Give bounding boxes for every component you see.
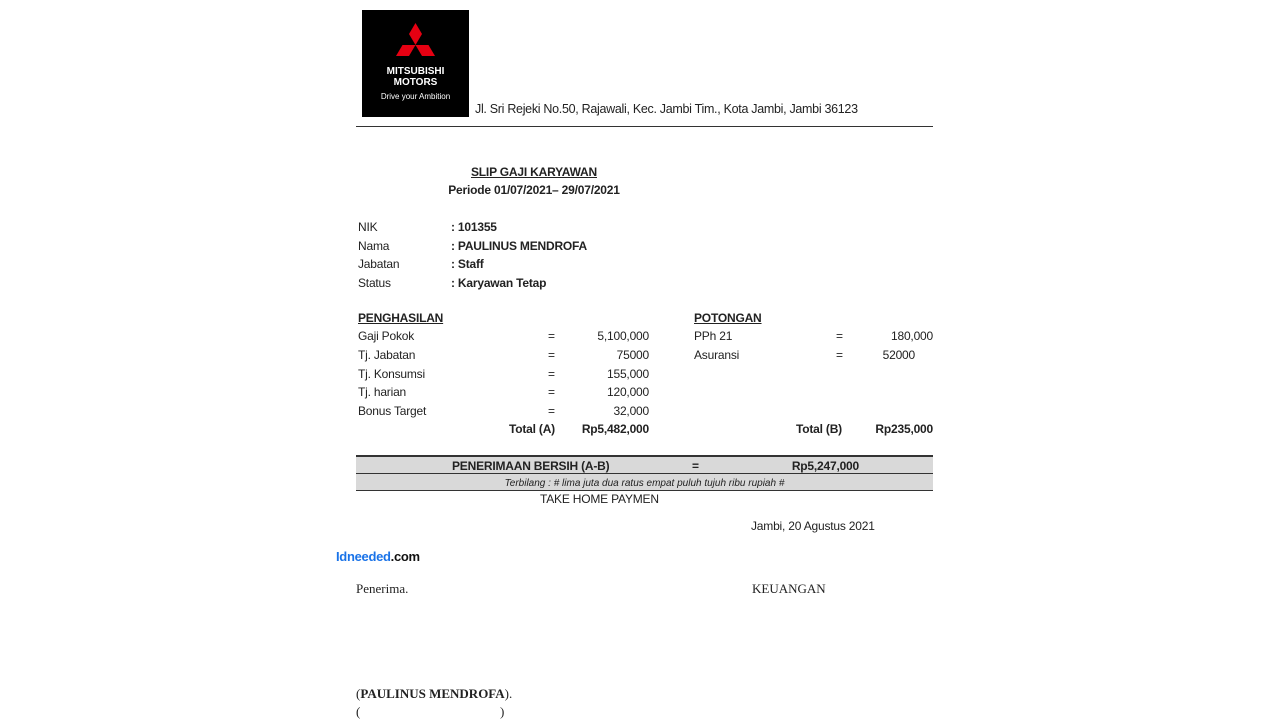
- income-item-eq: =: [548, 367, 555, 381]
- slip-title: SLIP GAJI KARYAWAN: [471, 165, 597, 179]
- blank-signature-open: (: [356, 704, 361, 719]
- income-item-label: Tj. Konsumsi: [358, 367, 425, 381]
- income-item-label: Gaji Pokok: [358, 329, 415, 343]
- company-logo: [362, 10, 469, 117]
- net-pay-value: Rp5,247,000: [791, 459, 859, 473]
- income-item-amount: 120,000: [607, 385, 649, 399]
- income-item-amount: 75000: [616, 348, 649, 362]
- deduction-item-eq: =: [836, 348, 843, 362]
- logo-brand-line2: MOTORS: [393, 77, 438, 88]
- deductions-total-label: Total (B): [796, 422, 842, 436]
- deduction-item-amount: 52000: [882, 348, 915, 362]
- income-item-eq: =: [548, 404, 555, 418]
- income-item-amount: 155,000: [607, 367, 649, 381]
- income-total-value: Rp5,482,000: [581, 422, 649, 436]
- income-total-label: Total (A): [509, 422, 555, 436]
- employee-status-label: Status: [358, 276, 391, 290]
- mitsubishi-diamonds-icon: [395, 23, 436, 63]
- net-pay-eq: =: [692, 459, 699, 473]
- watermark-domain: .com: [390, 549, 420, 564]
- deductions-total-value: Rp235,000: [875, 422, 933, 436]
- employee-nik-label: NIK: [358, 220, 378, 234]
- slip-period: Periode 01/07/2021– 29/07/2021: [448, 183, 620, 197]
- income-item-eq: =: [548, 348, 555, 362]
- income-item-label: Tj. Jabatan: [358, 348, 416, 362]
- finance-label: KEUANGAN: [752, 581, 826, 596]
- deduction-item-label: Asuransi: [694, 348, 740, 362]
- place-date: Jambi, 20 Agustus 2021: [751, 519, 875, 533]
- receiver-name: PAULINUS MENDROFA: [360, 686, 505, 701]
- watermark-name: Idneeded: [336, 549, 391, 564]
- deduction-item-eq: =: [836, 329, 843, 343]
- income-heading: PENGHASILAN: [358, 311, 444, 325]
- logo-brand-line1: MITSUBISHI: [386, 66, 445, 77]
- paren-close: ).: [504, 686, 513, 701]
- net-pay-spelled: Terbilang : # lima juta dua ratus empat puluh tujuh ribu rupiah #: [504, 478, 785, 489]
- employee-nik-value: : 101355: [451, 220, 497, 234]
- employee-name-label: Nama: [358, 239, 390, 253]
- employee-status-value: : Karyawan Tetap: [451, 276, 547, 290]
- income-item-label: Bonus Target: [358, 404, 427, 418]
- paren-open: (: [356, 686, 361, 701]
- income-item-eq: =: [548, 385, 555, 399]
- receiver-signature-name: [356, 686, 512, 702]
- company-address: Jl. Sri Rejeki No.50, Rajawali, Kec. Jambi Tim., Kota Jambi, Jambi 36123: [475, 102, 858, 116]
- watermark: [336, 549, 420, 564]
- employee-position-value: : Staff: [451, 257, 484, 271]
- deduction-item-amount: 180,000: [891, 329, 933, 343]
- logo-tagline: Drive your Ambition: [380, 92, 451, 101]
- income-item-eq: =: [548, 329, 555, 343]
- net-pay-divider: [356, 473, 933, 474]
- employee-name-value: : PAULINUS MENDROFA: [451, 239, 587, 253]
- blank-signature-close: ): [500, 704, 505, 719]
- header-divider: [356, 126, 933, 127]
- take-home-label: TAKE HOME PAYMEN: [540, 492, 659, 506]
- income-item-amount: 5,100,000: [597, 329, 649, 343]
- employee-position-label: Jabatan: [358, 257, 400, 271]
- income-item-amount: 32,000: [613, 404, 649, 418]
- receiver-label: Penerima.: [356, 581, 409, 596]
- net-pay-label: PENERIMAAN BERSIH (A-B): [452, 459, 610, 473]
- deduction-item-label: PPh 21: [694, 329, 733, 343]
- deductions-heading: POTONGAN: [694, 311, 762, 325]
- income-item-label: Tj. harian: [358, 385, 407, 399]
